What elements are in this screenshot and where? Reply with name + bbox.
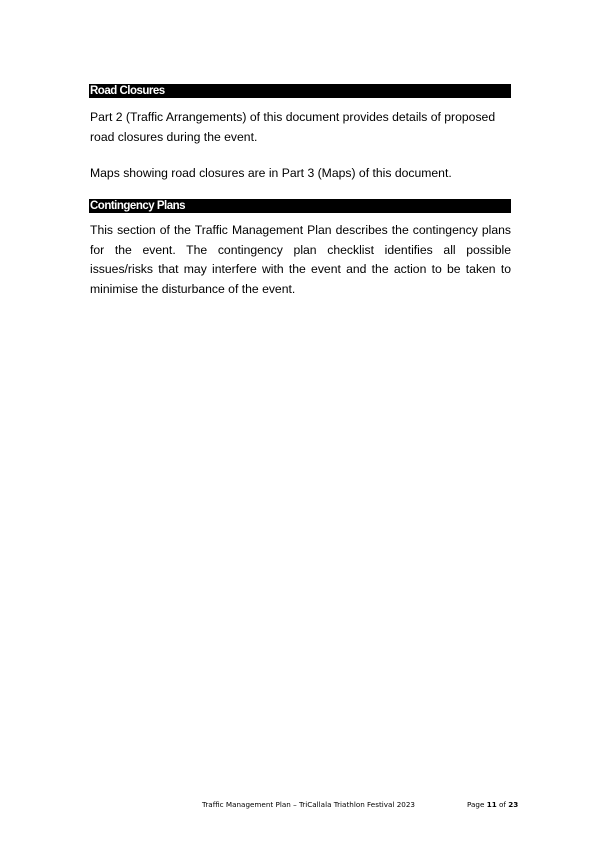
section-heading-road-closures: Road Closures (89, 84, 511, 98)
footer-page-number (467, 800, 518, 810)
road-closures-paragraph-1: Part 2 (Traffic Arrangements) of this document provides details of proposed road closures during the event. (90, 110, 496, 144)
footer-current-page: 11 (486, 800, 497, 809)
footer-page-label: Page (467, 800, 485, 809)
footer-of-label: of (499, 800, 506, 809)
contingency-plans-paragraph: This section of the Traffic Management Plan describes the contingency plans for the event. The contingency plan checklist identifies all possible issues/risks that may interfere with the event and the action to be taken to minimise the disturbance of the event. (90, 223, 511, 296)
road-closures-paragraph-2: Maps showing road closures are in Part 3 (Maps) of this document. (90, 166, 452, 180)
footer-document-title: Traffic Management Plan – TriCallala Triathlon Festival 2023 (202, 800, 416, 809)
footer-total-pages: 23 (508, 800, 519, 809)
section-heading-contingency-plans: Contingency Plans (89, 199, 511, 213)
